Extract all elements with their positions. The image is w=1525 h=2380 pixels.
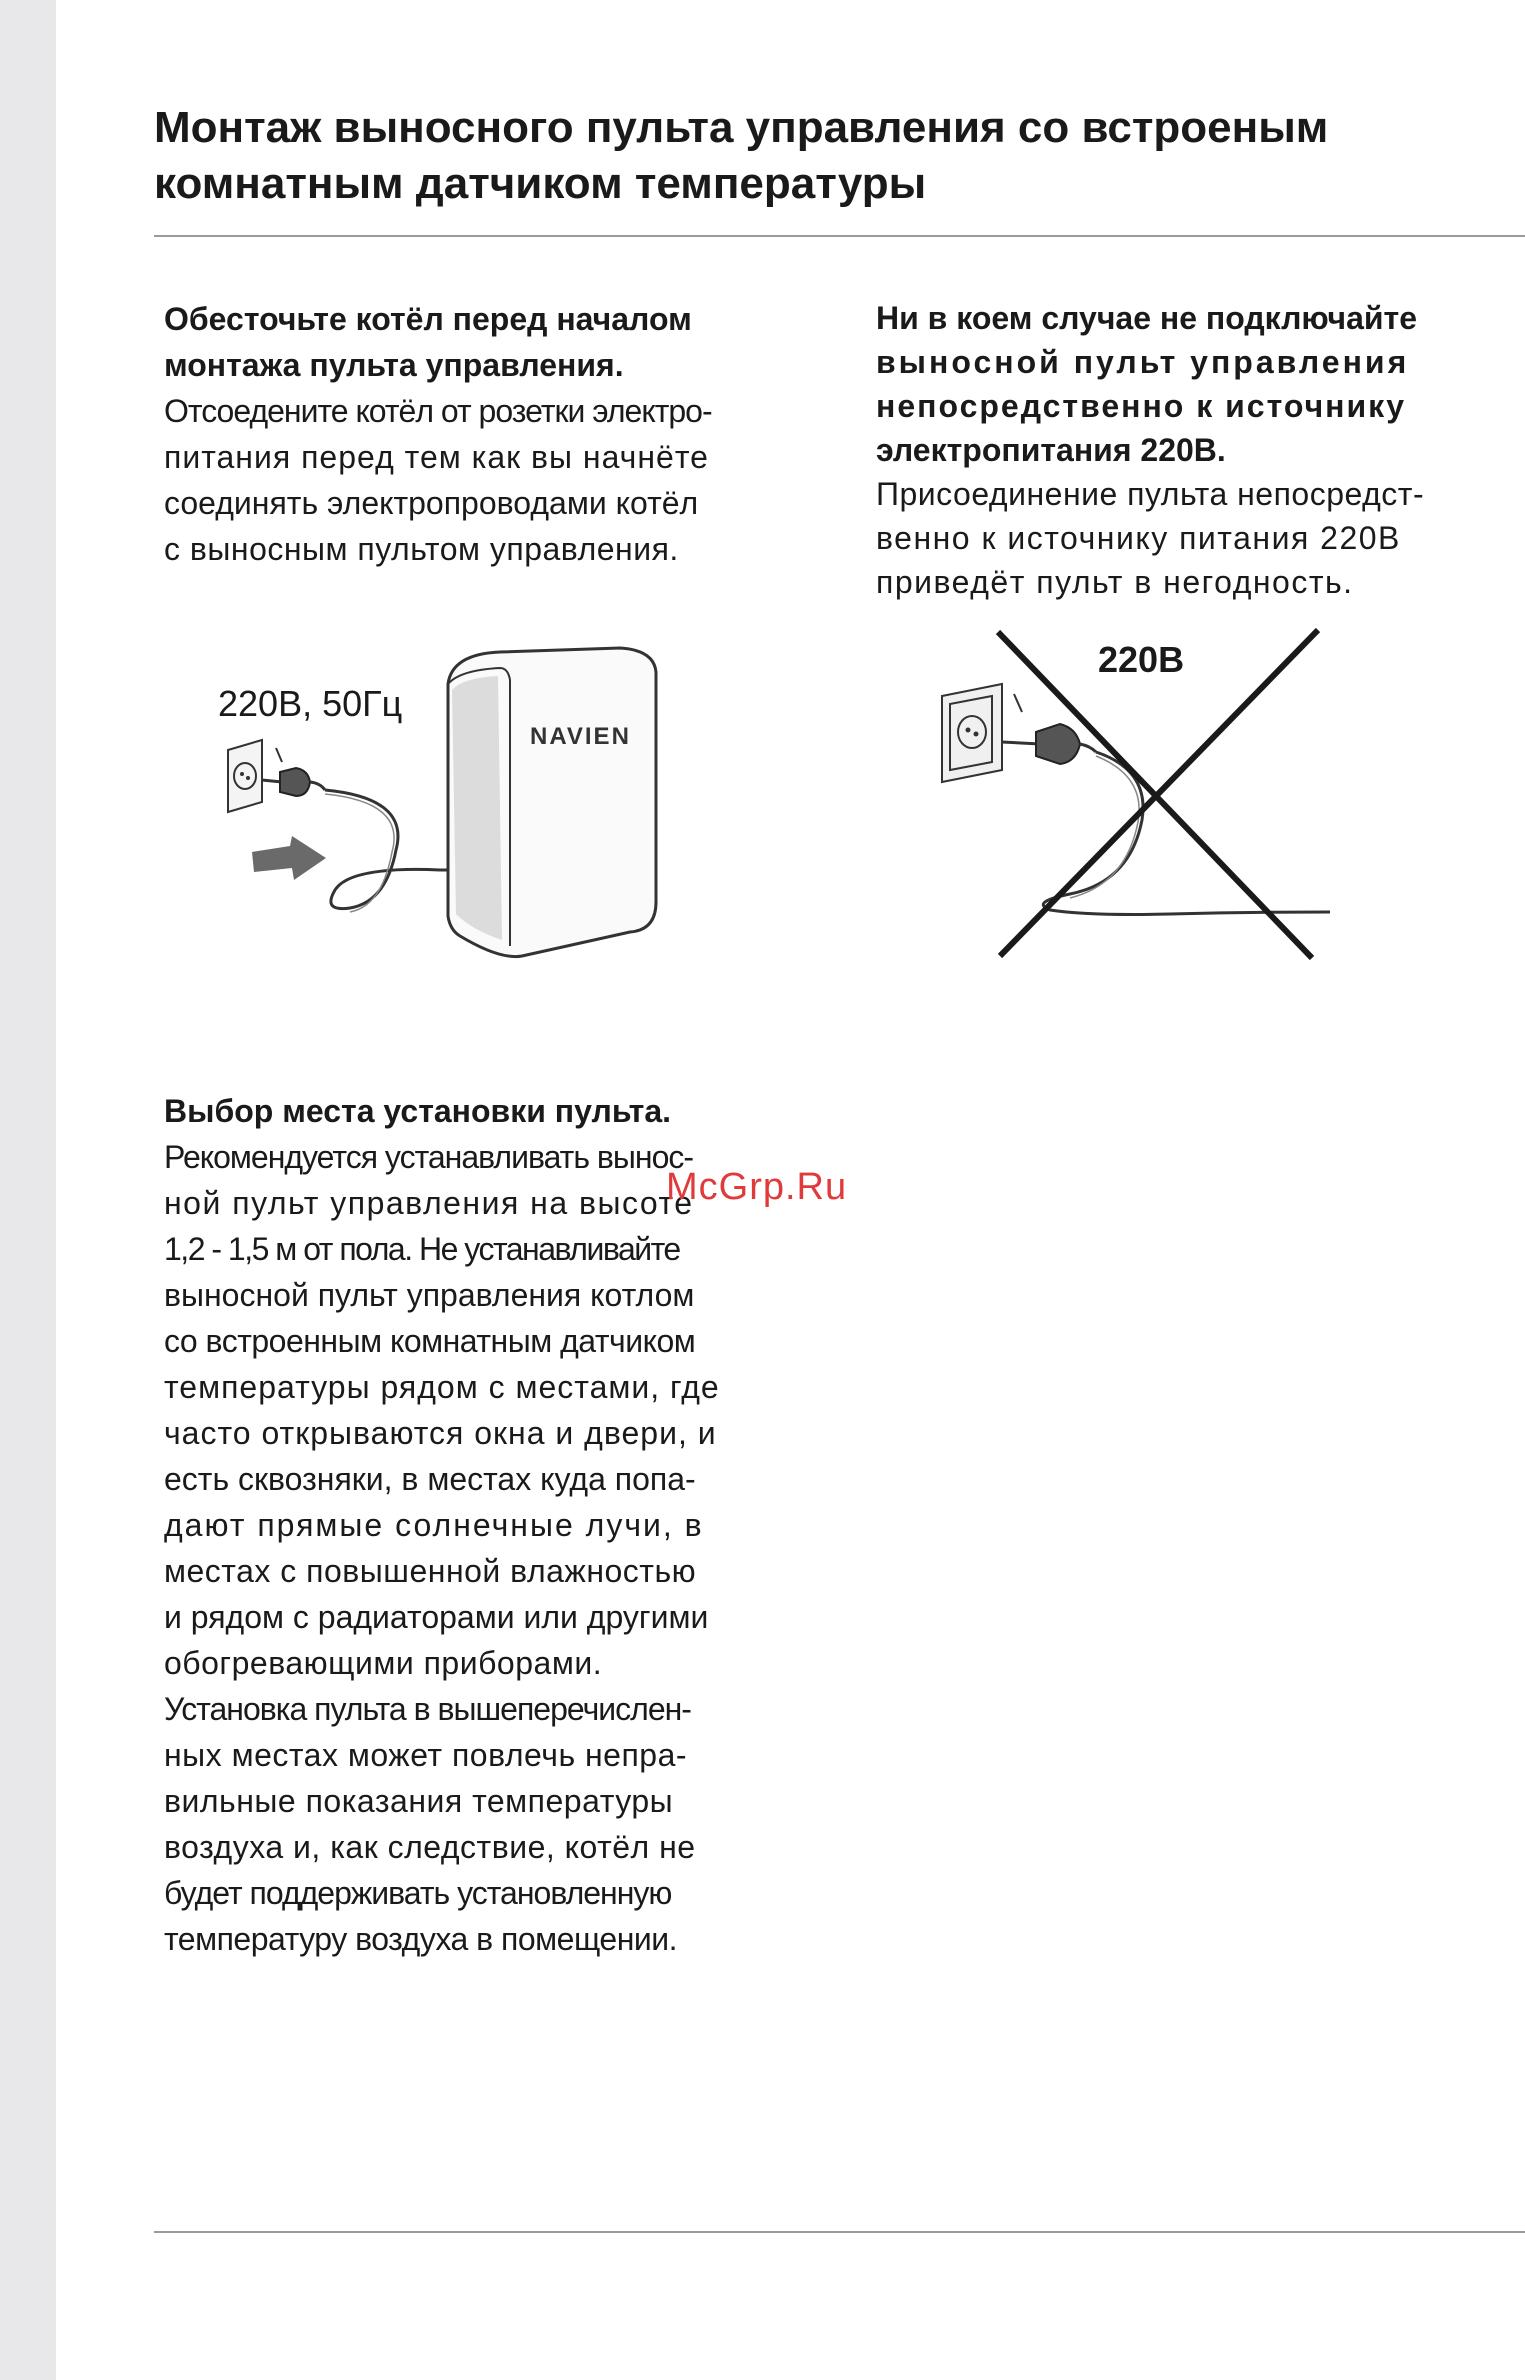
location-body-6: температуры рядом с местами, где: [164, 1369, 720, 1405]
title-line-1: Монтаж выносного пульта управления со встроеным: [154, 103, 1329, 152]
location-body-13: Установка пульта в вышеперечислен-: [164, 1691, 691, 1727]
location-body-7: часто открываются окна и двери, и: [164, 1415, 717, 1451]
location-body-17: будет поддерживать установленную: [164, 1875, 672, 1911]
location-body-10: местах с повышенной влажностью: [164, 1553, 697, 1589]
warning-heading-4: электропитания 220В.: [876, 432, 1226, 468]
footer-divider: [154, 2231, 1525, 2233]
location-body-9: дают прямые солнечные лучи, в: [164, 1507, 704, 1543]
location-body-14: ных местах может повлечь непра-: [164, 1737, 688, 1773]
wall-socket-icon: [942, 684, 1002, 782]
location-body-16: воздуха и, как следствие, котёл не: [164, 1829, 696, 1865]
location-section: [164, 1088, 754, 1962]
page-title: [154, 100, 1494, 212]
boiler-unplug-icon: [200, 640, 680, 970]
boiler-icon: [448, 648, 656, 957]
location-body-12: обогревающими приборами.: [164, 1645, 603, 1681]
warning-heading-1: Ни в коем случае не подключайте: [876, 300, 1418, 336]
warning-body-3: приведёт пульт в негодность.: [876, 564, 1354, 600]
location-body-5: со встроенным комнатным датчиком: [164, 1323, 696, 1359]
warning-heading-2: выносной пульт управления: [876, 344, 1410, 380]
power-off-body-4: с выносным пультом управления.: [164, 531, 679, 567]
title-divider: [154, 235, 1525, 237]
forbidden-connection-illustration: [930, 620, 1350, 970]
warning-body-1: Присоединение пульта непосредст-: [876, 476, 1425, 512]
watermark-text: McGrp.Ru: [666, 1166, 848, 1208]
location-body-8: есть сквозняки, в местах куда попа-: [164, 1461, 696, 1497]
location-body-2: ной пульт управления на высоте: [164, 1185, 694, 1221]
plug-icon: [262, 768, 325, 796]
power-off-body-2: питания перед тем как вы начнёте: [164, 439, 709, 475]
location-heading: Выбор места установки пульта.: [164, 1093, 672, 1129]
location-body-3: 1,2 - 1,5 м от пола. Не устанавливайте: [164, 1231, 680, 1267]
warning-body-2: венно к источнику питания 220В: [876, 520, 1401, 556]
boiler-voltage-label: 220В, 50Гц: [218, 683, 403, 724]
location-body-11: и рядом с радиаторами или другими: [164, 1599, 709, 1635]
page-margin-band: [0, 0, 56, 2380]
boiler-unplug-illustration: [200, 640, 680, 970]
location-body-15: вильные показания температуры: [164, 1783, 674, 1819]
title-line-2: комнатным датчиком температуры: [154, 159, 927, 208]
navien-brand-label: NAVIEN: [530, 723, 631, 750]
power-off-body-3: соединять электропроводами котёл: [164, 485, 699, 521]
power-off-section: [164, 296, 754, 572]
location-body-18: температуру воздуха в помещении.: [164, 1921, 678, 1957]
power-off-heading-1: Обесточьте котёл перед началом: [164, 301, 692, 337]
pull-arrow-icon: [252, 836, 326, 880]
warning-heading-3: непосредственно к источнику: [876, 388, 1406, 424]
location-body-4: выносной пульт управления котлом: [164, 1277, 695, 1313]
wall-socket-icon: [228, 740, 262, 812]
location-body-1: Рекомендуется устанавливать вынос-: [164, 1139, 694, 1175]
warning-section: [876, 296, 1476, 604]
power-off-heading-2: монтажа пульта управления.: [164, 347, 624, 383]
forbidden-voltage-label: 220В: [1098, 639, 1185, 680]
plug-icon: [1002, 724, 1096, 764]
power-off-body-1: Отсоедените котёл от розетки электро-: [164, 393, 712, 429]
forbidden-plug-icon: [930, 620, 1350, 970]
